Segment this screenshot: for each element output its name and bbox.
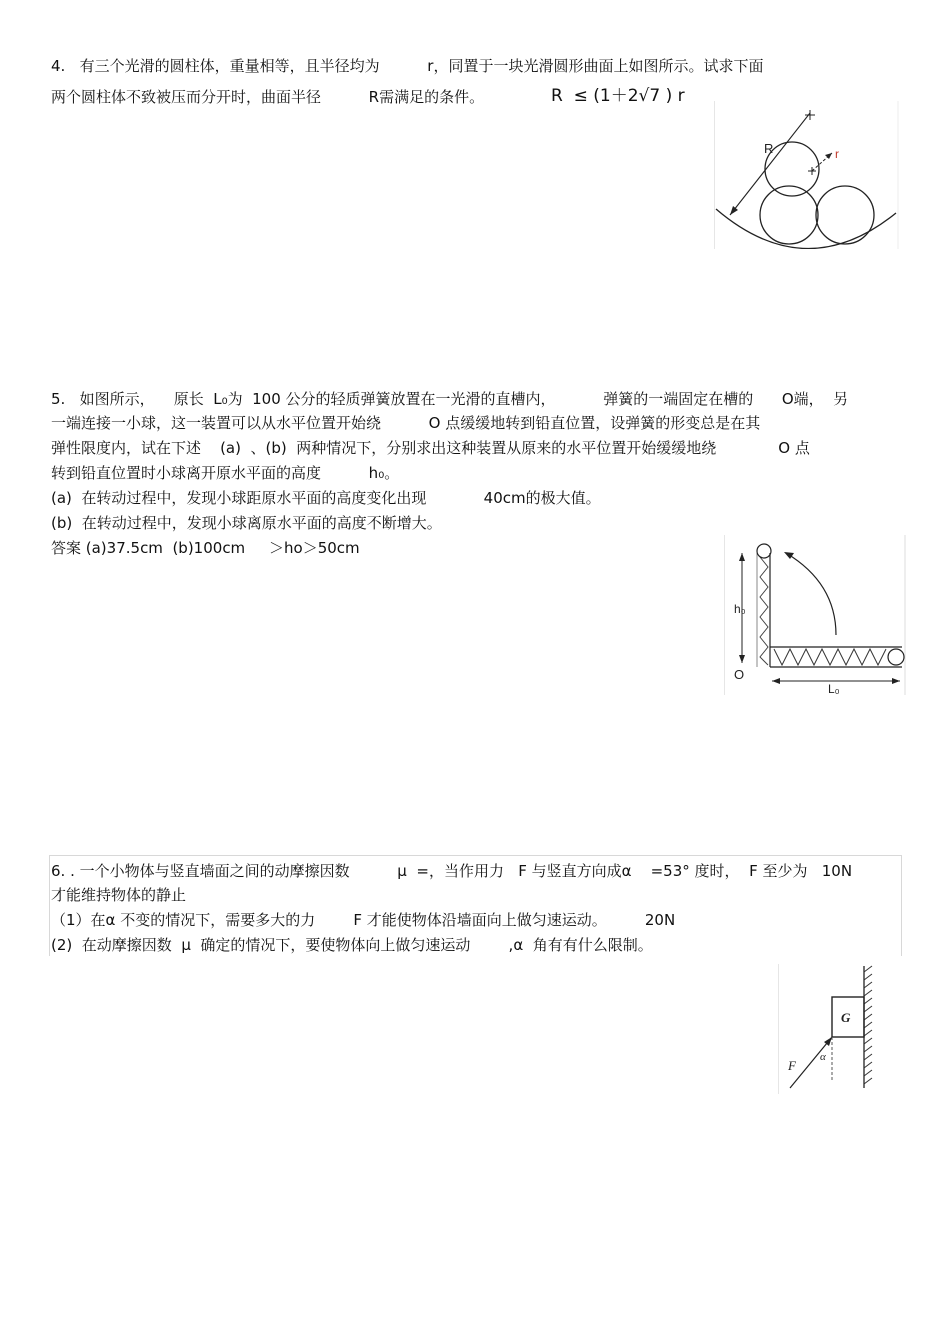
q5-line-3: 弹性限度内，试在下述 (a) 、(b) 两种情况下，分别求出这种装置从原来的水平位置开始缓缓地绕 O 点 bbox=[51, 439, 810, 457]
left-cylinder bbox=[760, 186, 818, 244]
q6-line-4: (2) 在动摩擦因数 μ 确定的情况下，要使物体向上做匀速运动 ,α 角有有什么限制。 bbox=[51, 936, 653, 954]
label-R: R bbox=[764, 141, 774, 156]
label-alpha: α bbox=[820, 1051, 826, 1063]
label-h0: h₀ bbox=[734, 602, 746, 616]
q6-line-3: （1）在α 不变的情况下，需要多大的力 F 才能使物体沿墙面向上做匀速运动。 20N bbox=[51, 911, 676, 929]
q5-line-4: 转到铅直位置时小球离开原水平面的高度 h₀。 bbox=[51, 464, 400, 482]
q6-wall-block-figure bbox=[778, 964, 880, 1094]
q4-cylinders-figure bbox=[714, 101, 899, 249]
label-r: r bbox=[835, 147, 839, 161]
label-F: F bbox=[788, 1058, 796, 1073]
label-O: O bbox=[734, 667, 745, 682]
q5-line-1: 5. 如图所示， 原长 L₀为 100 公分的轻质弹簧放置在一光滑的直槽内， 弹簧的一端固定在槽的 O端， 另 bbox=[51, 390, 849, 408]
bowl-surface bbox=[716, 209, 896, 249]
label-L0: L₀ bbox=[828, 682, 840, 695]
q4-answer-formula: R ≤ (1＋2√7 ) r bbox=[551, 86, 685, 106]
q6-line-2: 才能维持物体的静止 bbox=[51, 886, 187, 904]
q5-answer: 答案 (a)37.5cm (b)100cm ＞ho＞50cm bbox=[51, 539, 360, 557]
right-cylinder bbox=[816, 186, 874, 244]
q5-spring-figure bbox=[724, 535, 906, 695]
q5-line-2: 一端连接一小球，这一装置可以从水平位置开始绕 O 点缓缓地转到铅直位置，设弹簧的形变总是在其 bbox=[51, 414, 761, 432]
q4-line-2: 两个圆柱体不致被压而分开时，曲面半径 R需满足的条件。 bbox=[51, 88, 485, 106]
q5-line-5: (a) 在转动过程中，发现小球距原水平面的高度变化出现 40cm的极大值。 bbox=[51, 489, 601, 507]
q5-line-6: (b) 在转动过程中，发现小球离原水平面的高度不断增大。 bbox=[51, 514, 442, 532]
q4-line-1: 4. 有三个光滑的圆柱体，重量相等，且半径均为 r，同置于一块光滑圆形曲面上如图所示。试求下面 bbox=[51, 57, 764, 75]
label-G: G bbox=[841, 1010, 851, 1025]
q6-line-1: 6. . 一个小物体与竖直墙面之间的动摩擦因数 μ =，当作用力 F 与竖直方向成α =53° 度时， F 至少为 10N bbox=[51, 862, 853, 880]
